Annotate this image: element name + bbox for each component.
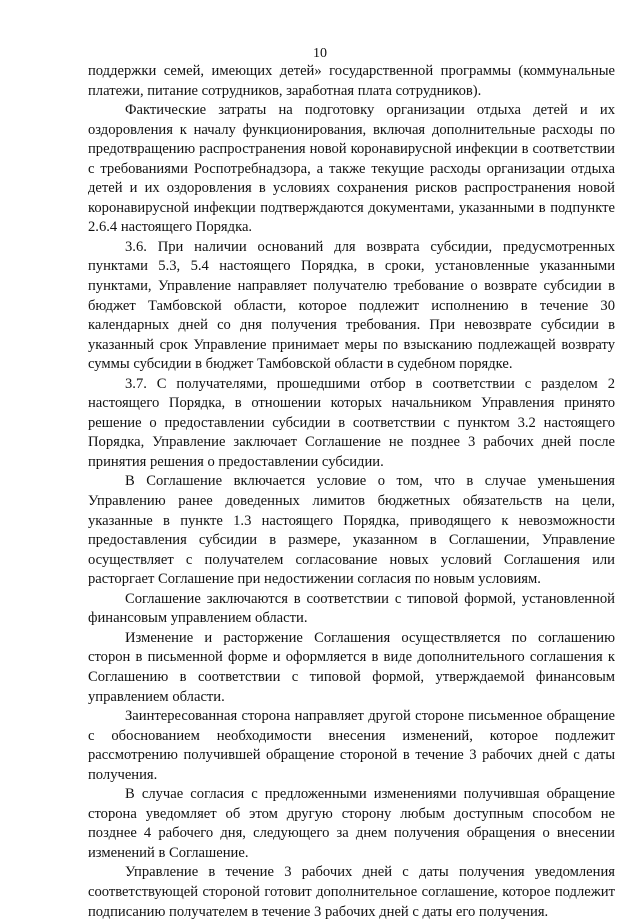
paragraph-consent-notice: В случае согласия с предложенными изменениями получившая обращение сторона уведомляет об этом другую сторону любым доступным способом не позднее 4 рабочего дня, следующего за днем получения обращения о внесении изменений в Соглашение. [88, 786, 615, 861]
paragraph-change-request: Заинтересованная сторона направляет другой стороне письменное обращение с обоснованием необходимости внесения изменений, которое подлежит рассмотрению получившей обращение стороной в течение 3 рабочих дней с даты получения. [88, 708, 615, 783]
paragraph-agreement-condition: В Соглашение включается условие о том, что в случае уменьшения Управлению ранее доведенных лимитов бюджетных обязательств на цели, указанные в пункте 1.3 настоящего Порядка, приводящего к невозможности предоставления субсидии в размере, указанном в Соглашении, Управление осуществляет с получателем согласование новых условий Соглашения или расторгает Соглашение при недостижении согласия по новым условиям. [88, 473, 615, 588]
paragraph-actual-costs: Фактические затраты на подготовку организации отдыха детей и их оздоровления к началу функционирования, включая дополнительные расходы по предотвращению распространения новой коронавирусной инфекции в соответствии с требованиями Роспотребнадзора, а также текущие расходы организации отдыха детей и их оздоровления в условиях сохранения рисков распространения новой коронавирусной инфекции подтверждаются документами, указанными в подпункте 2.6.4 настоящего Порядка. [88, 102, 615, 236]
paragraph-supplementary-agreement: Управление в течение 3 рабочих дней с даты получения уведомления соответствующей стороной готовит дополнительное соглашение, которое подлежит подписанию получателем в течение 3 рабочих дней с даты его получения. [88, 864, 615, 920]
paragraph-agreement-change: Изменение и расторжение Соглашения осуществляется по соглашению сторон в письменной форме и оформляется в виде дополнительного соглашения к Соглашению в соответствии с типовой формой, утверждаемой финансовым управлением области. [88, 629, 615, 705]
page-number: 10 [313, 46, 327, 61]
paragraph-continuation: поддержки семей, имеющих детей» государственной программы (коммунальные платежи, питание сотрудников, заработная плата сотрудников). [88, 63, 615, 99]
paragraph-3-6: 3.6. При наличии оснований для возврата субсидии, предусмотренных пунктами 5.3, 5.4 настоящего Порядка, в сроки, установленные указанными пунктами, Управление направляет получателю требование о возврате субсидии в бюджет Тамбовской области, которое подлежит исполнению в течение 30 календарных дней со дня получения требования. При невозврате субсидии в указанный срок Управление принимает меры по взысканию подлежащей возврату суммы субсидии в бюджет Тамбовской области в судебном порядке. [88, 238, 615, 373]
paragraph-agreement-form: Соглашение заключаются в соответствии с типовой формой, установленной финансовым управлением области. [88, 590, 615, 627]
paragraph-3-7: 3.7. С получателями, прошедшими отбор в соответствии с разделом 2 настоящего Порядка, в отношении которых начальником Управления принято решение о предоставлении субсидии в соответствии с пунктом 3.2 настоящего Порядка, Управление заключает Соглашение не позднее 3 рабочих дней после принятия решения о предоставлении субсидии. [88, 375, 615, 470]
document-body [88, 62, 615, 922]
